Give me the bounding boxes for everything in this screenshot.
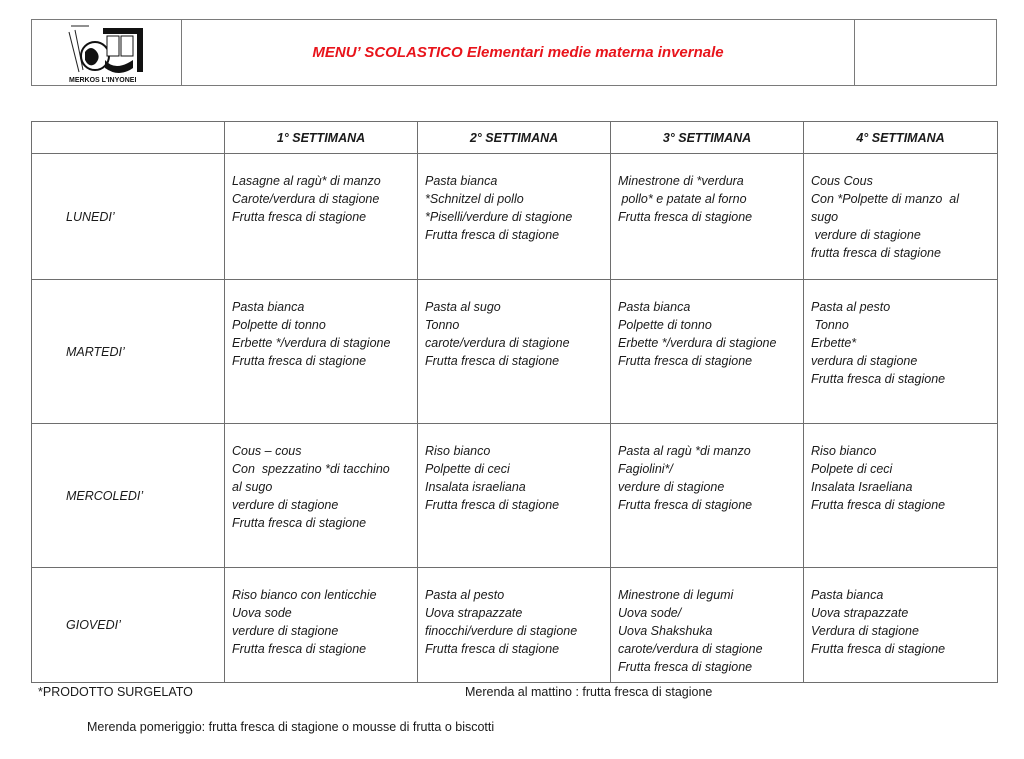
menu-item: Cous – cous <box>232 444 302 458</box>
menu-cell-week-2 <box>418 568 611 683</box>
svg-text:MERKOS L'INYONEI: MERKOS L'INYONEI <box>68 76 136 84</box>
menu-item: pollo* e patate al forno <box>618 192 747 206</box>
menu-item: Minestrone di legumi <box>618 588 734 602</box>
menu-item: Frutta fresca di stagione <box>232 516 367 530</box>
menu-item: Con *Polpette di manzo al <box>811 192 960 206</box>
menu-item: frutta fresca di stagione <box>811 246 941 260</box>
menu-cell-week-1 <box>225 568 418 683</box>
menu-cell-week-3 <box>611 280 804 424</box>
menu-item: Frutta fresca di stagione <box>425 498 560 512</box>
menu-item: Uova Shakshuka <box>618 624 713 638</box>
menu-item: Riso bianco con lenticchie <box>232 588 377 602</box>
column-header-week-1: 1° SETTIMANA <box>225 122 418 154</box>
table-row <box>32 424 998 568</box>
menu-item: *Piselli/verdure di stagione <box>425 210 573 224</box>
menu-item: Pasta al ragù *di manzo <box>618 444 751 458</box>
day-label: MARTEDI’ <box>32 280 225 424</box>
menu-item: carote/verdura di stagione <box>425 336 570 350</box>
menu-item: Uova strapazzate <box>425 606 523 620</box>
menu-item: Frutta fresca di stagione <box>811 498 946 512</box>
menu-item: Frutta fresca di stagione <box>232 210 367 224</box>
menu-item: Fagiolini*/ <box>618 462 673 476</box>
empty-header-cell <box>855 20 996 85</box>
menu-item: sugo <box>811 210 839 224</box>
menu-item: Verdura di stagione <box>811 624 919 638</box>
frozen-product-note: *PRODOTTO SURGELATO <box>38 685 193 699</box>
menu-item: Pasta bianca <box>811 588 884 602</box>
menu-item: Frutta fresca di stagione <box>232 354 367 368</box>
menu-item: verdure di stagione <box>232 498 339 512</box>
day-label: MERCOLEDI’ <box>32 424 225 568</box>
menu-cell-week-3 <box>611 568 804 683</box>
menu-cell-week-4 <box>804 280 998 424</box>
menu-item: Cous Cous <box>811 174 873 188</box>
menu-item: Frutta fresca di stagione <box>618 354 753 368</box>
menu-item: Polpette di tonno <box>618 318 712 332</box>
menu-item: Uova sode/ <box>618 606 682 620</box>
menu-item: Frutta fresca di stagione <box>618 660 753 674</box>
menu-item: Riso bianco <box>811 444 877 458</box>
menu-cell-week-3 <box>611 154 804 280</box>
menu-item: Lasagne al ragù* di manzo <box>232 174 381 188</box>
column-header-week-2: 2° SETTIMANA <box>418 122 611 154</box>
menu-item: Pasta al sugo <box>425 300 501 314</box>
document-header <box>31 19 997 86</box>
menu-item: Tonno <box>425 318 460 332</box>
table-row <box>32 154 998 280</box>
menu-item: Pasta al pesto <box>811 300 891 314</box>
menu-item: Insalata israeliana <box>425 480 526 494</box>
menu-item: Tonno <box>811 318 849 332</box>
menu-item: Con spezzatino *di tacchino <box>232 462 390 476</box>
document-title: MENU’ SCOLASTICO Elementari medie materna invernale <box>312 44 724 61</box>
day-label: GIOVEDI’ <box>32 568 225 683</box>
table-row <box>32 568 998 683</box>
menu-cell-week-2 <box>418 280 611 424</box>
menu-item: Frutta fresca di stagione <box>618 210 753 224</box>
menu-cell-week-1 <box>225 280 418 424</box>
menu-cell-week-4 <box>804 568 998 683</box>
morning-snack-note: Merenda al mattino : frutta fresca di stagione <box>465 685 713 699</box>
column-header-week-4: 4° SETTIMANA <box>804 122 998 154</box>
afternoon-snack-note: Merenda pomeriggio: frutta fresca di stagione o mousse di frutta o biscotti <box>87 720 495 734</box>
menu-cell-week-2 <box>418 424 611 568</box>
menu-cell-week-2 <box>418 154 611 280</box>
merkos-logo-icon <box>65 22 149 84</box>
menu-item: Frutta fresca di stagione <box>425 642 560 656</box>
menu-cell-week-1 <box>225 424 418 568</box>
menu-item: al sugo <box>232 480 273 494</box>
menu-item: finocchi/verdure di stagione <box>425 624 578 638</box>
menu-item: Pasta al pesto <box>425 588 505 602</box>
menu-item: Pasta bianca <box>618 300 691 314</box>
menu-item: Carote/verdura di stagione <box>232 192 380 206</box>
menu-item: Frutta fresca di stagione <box>425 228 560 242</box>
menu-cell-week-3 <box>611 424 804 568</box>
menu-item: verdura di stagione <box>811 354 918 368</box>
table-row <box>32 280 998 424</box>
table-header-row <box>32 122 998 154</box>
column-header-week-3: 3° SETTIMANA <box>611 122 804 154</box>
menu-item: Polpete di ceci <box>811 462 893 476</box>
menu-cell-week-4 <box>804 424 998 568</box>
menu-item: Frutta fresca di stagione <box>232 642 367 656</box>
column-header-empty <box>32 122 225 154</box>
menu-item: Uova strapazzate <box>811 606 909 620</box>
menu-item: Frutta fresca di stagione <box>425 354 560 368</box>
menu-item: Minestrone di *verdura <box>618 174 744 188</box>
menu-item: Erbette */verdura di stagione <box>618 336 777 350</box>
menu-item: Pasta bianca <box>232 300 305 314</box>
menu-item: Uova sode <box>232 606 292 620</box>
menu-item: Erbette */verdura di stagione <box>232 336 391 350</box>
menu-item: Pasta bianca <box>425 174 498 188</box>
menu-item: Frutta fresca di stagione <box>811 642 946 656</box>
logo-cell <box>32 20 182 85</box>
menu-item: Frutta fresca di stagione <box>618 498 753 512</box>
menu-item: Riso bianco <box>425 444 491 458</box>
day-label: LUNEDI’ <box>32 154 225 280</box>
menu-table <box>31 121 998 683</box>
menu-item: Insalata Israeliana <box>811 480 913 494</box>
menu-item: verdure di stagione <box>232 624 339 638</box>
menu-item: verdure di stagione <box>811 228 921 242</box>
menu-item: Polpette di ceci <box>425 462 510 476</box>
menu-cell-week-1 <box>225 154 418 280</box>
menu-item: Polpette di tonno <box>232 318 326 332</box>
menu-cell-week-4 <box>804 154 998 280</box>
menu-item: *Schnitzel di pollo <box>425 192 524 206</box>
menu-item: Frutta fresca di stagione <box>811 372 946 386</box>
menu-item: verdure di stagione <box>618 480 725 494</box>
menu-item: Erbette* <box>811 336 857 350</box>
title-cell <box>182 20 855 85</box>
menu-item: carote/verdura di stagione <box>618 642 763 656</box>
